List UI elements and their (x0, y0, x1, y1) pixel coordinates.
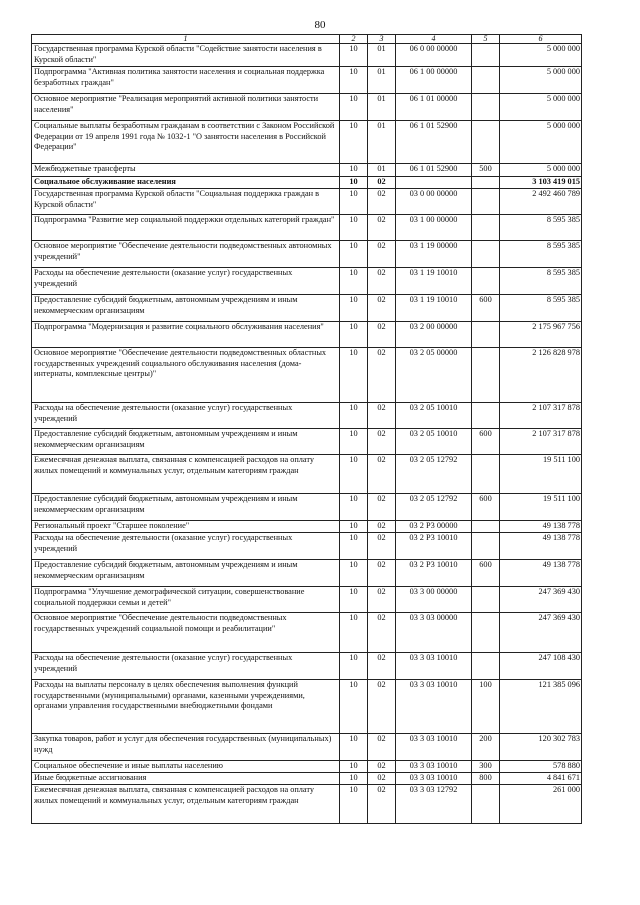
target-article-code-cell: 03 2 05 12792 (396, 494, 472, 521)
expense-type-code-cell: 600 (472, 295, 500, 322)
target-article-code-cell: 03 2 05 10010 (396, 429, 472, 455)
item-name-cell: Подпрограмма "Улучшение демографической ситуации, совершенствование социальной поддержки семьи и детей" (32, 587, 340, 613)
item-name-cell: Социальные выплаты безработным гражданам в соответствии с Законом Российской Федерации от 19 апреля 1991 года № 1032-1 "О занятости населения в Российской Федерации" (32, 121, 340, 164)
amount-cell: 19 511 100 (500, 494, 582, 521)
table-row (32, 241, 582, 268)
expense-type-code-cell (472, 177, 500, 189)
subsection-code-cell: 02 (368, 785, 396, 824)
item-name-cell: Государственная программа Курской области "Социальная поддержка граждан в Курской области" (32, 189, 340, 215)
table-row (32, 94, 582, 121)
table-row (32, 67, 582, 94)
target-article-code-cell: 03 3 03 10010 (396, 734, 472, 761)
expense-type-code-cell (472, 455, 500, 494)
table-row (32, 761, 582, 773)
table-row (32, 322, 582, 348)
item-name-cell: Подпрограмма "Развитие мер социальной поддержки отдельных категорий граждан" (32, 215, 340, 241)
item-name-cell: Социальное обслуживание населения (32, 177, 340, 189)
subsection-code-cell: 02 (368, 494, 396, 521)
section-code-cell: 10 (340, 521, 368, 533)
table-row (32, 348, 582, 403)
table-row (32, 429, 582, 455)
table-row (32, 121, 582, 164)
budget-table (31, 34, 582, 824)
amount-cell: 49 138 778 (500, 560, 582, 587)
target-article-code-cell: 06 0 00 00000 (396, 44, 472, 67)
amount-cell: 2 492 460 789 (500, 189, 582, 215)
table-row (32, 734, 582, 761)
expense-type-code-cell (472, 67, 500, 94)
expense-type-code-cell (472, 189, 500, 215)
table-row (32, 215, 582, 241)
section-code-cell: 10 (340, 533, 368, 560)
expense-type-code-cell (472, 241, 500, 268)
subsection-code-cell: 02 (368, 189, 396, 215)
subsection-code-cell: 02 (368, 613, 396, 653)
expense-type-code-cell: 600 (472, 494, 500, 521)
item-name-cell: Расходы на выплаты персоналу в целях обеспечения выполнения функций государственными (муниципальными) органами, казенными учреждениями, органами управления государственными внебюджетными фондами (32, 680, 340, 734)
amount-cell: 247 108 430 (500, 653, 582, 680)
table-row (32, 653, 582, 680)
subsection-code-cell: 01 (368, 121, 396, 164)
table-row (32, 560, 582, 587)
item-name-cell: Основное мероприятие "Обеспечение деятельности подведомственных областных государственных учреждений социального обслуживания населения (дома-интернаты, комплексные центры)" (32, 348, 340, 403)
item-name-cell: Социальное обеспечение и иные выплаты населению (32, 761, 340, 773)
expense-type-code-cell (472, 348, 500, 403)
subsection-code-cell: 02 (368, 215, 396, 241)
expense-type-code-cell (472, 121, 500, 164)
table-row (32, 613, 582, 653)
section-code-cell: 10 (340, 403, 368, 429)
amount-cell: 8 595 385 (500, 215, 582, 241)
table-row (32, 455, 582, 494)
expense-type-code-cell (472, 403, 500, 429)
subsection-code-cell: 02 (368, 653, 396, 680)
target-article-code-cell: 03 3 03 10010 (396, 680, 472, 734)
item-name-cell: Предоставление субсидий бюджетным, автономным учреждениям и иным некоммерческим организациям (32, 295, 340, 322)
item-name-cell: Основное мероприятие "Обеспечение деятельности подведомственных автономных учреждений" (32, 241, 340, 268)
section-code-cell: 10 (340, 455, 368, 494)
expense-type-code-cell (472, 322, 500, 348)
expense-type-code-cell (472, 785, 500, 824)
target-article-code-cell: 03 1 19 00000 (396, 241, 472, 268)
expense-type-code-cell (472, 44, 500, 67)
subsection-code-cell: 02 (368, 268, 396, 295)
expense-type-code-cell: 600 (472, 429, 500, 455)
section-code-cell: 10 (340, 494, 368, 521)
target-article-code-cell: 03 1 19 10010 (396, 268, 472, 295)
table-row (32, 44, 582, 67)
target-article-code-cell: 03 1 19 10010 (396, 295, 472, 322)
section-code-cell: 10 (340, 560, 368, 587)
section-code-cell: 10 (340, 295, 368, 322)
header-col-2: 2 (340, 35, 368, 44)
item-name-cell: Расходы на обеспечение деятельности (оказание услуг) государственных учреждений (32, 533, 340, 560)
target-article-code-cell: 03 1 00 00000 (396, 215, 472, 241)
target-article-code-cell: 03 3 03 10010 (396, 761, 472, 773)
amount-cell: 19 511 100 (500, 455, 582, 494)
section-code-cell: 10 (340, 734, 368, 761)
expense-type-code-cell: 100 (472, 680, 500, 734)
item-name-cell: Ежемесячная денежная выплата, связанная с компенсацией расходов на оплату жилых помещений и коммунальных услуг, отдельным категориям граждан (32, 785, 340, 824)
table-row (32, 521, 582, 533)
target-article-code-cell: 06 1 00 00000 (396, 67, 472, 94)
target-article-code-cell: 06 1 01 52900 (396, 121, 472, 164)
section-code-cell: 10 (340, 177, 368, 189)
item-name-cell: Подпрограмма "Активная политика занятости населения и социальная поддержка безработных граждан" (32, 67, 340, 94)
amount-cell: 247 369 430 (500, 587, 582, 613)
table-row (32, 268, 582, 295)
subsection-code-cell: 02 (368, 734, 396, 761)
header-col-3: 3 (368, 35, 396, 44)
target-article-code-cell: 03 0 00 00000 (396, 189, 472, 215)
amount-cell: 5 000 000 (500, 121, 582, 164)
expense-type-code-cell: 500 (472, 164, 500, 177)
target-article-code-cell: 03 2 00 00000 (396, 322, 472, 348)
table-row (32, 189, 582, 215)
amount-cell: 4 841 671 (500, 773, 582, 785)
subsection-code-cell: 02 (368, 773, 396, 785)
expense-type-code-cell: 200 (472, 734, 500, 761)
amount-cell: 261 000 (500, 785, 582, 824)
subsection-code-cell: 02 (368, 322, 396, 348)
subsection-code-cell: 02 (368, 533, 396, 560)
subsection-code-cell: 02 (368, 455, 396, 494)
amount-cell: 5 000 000 (500, 44, 582, 67)
item-name-cell: Основное мероприятие "Обеспечение деятельности подведомственных государственных учреждений социальной помощи и реабилитации" (32, 613, 340, 653)
subsection-code-cell: 01 (368, 94, 396, 121)
section-code-cell: 10 (340, 587, 368, 613)
amount-cell: 2 175 967 756 (500, 322, 582, 348)
target-article-code-cell: 03 3 03 10010 (396, 773, 472, 785)
section-code-cell: 10 (340, 773, 368, 785)
page-number: 80 (314, 19, 326, 31)
expense-type-code-cell (472, 587, 500, 613)
amount-cell: 3 103 419 015 (500, 177, 582, 189)
target-article-code-cell: 03 3 00 00000 (396, 587, 472, 613)
item-name-cell: Расходы на обеспечение деятельности (оказание услуг) государственных учреждений (32, 268, 340, 295)
expense-type-code-cell (472, 613, 500, 653)
target-article-code-cell: 03 2 05 12792 (396, 455, 472, 494)
target-article-code-cell: 06 1 01 00000 (396, 94, 472, 121)
section-code-cell: 10 (340, 680, 368, 734)
amount-cell: 578 880 (500, 761, 582, 773)
amount-cell: 49 138 778 (500, 533, 582, 560)
subsection-code-cell: 01 (368, 44, 396, 67)
subsection-code-cell: 02 (368, 429, 396, 455)
subsection-code-cell: 02 (368, 680, 396, 734)
section-code-cell: 10 (340, 215, 368, 241)
section-code-cell: 10 (340, 785, 368, 824)
amount-cell: 2 126 828 978 (500, 348, 582, 403)
amount-cell: 2 107 317 878 (500, 429, 582, 455)
item-name-cell: Предоставление субсидий бюджетным, автономным учреждениям и иным некоммерческим организациям (32, 494, 340, 521)
amount-cell: 8 595 385 (500, 268, 582, 295)
expense-type-code-cell: 600 (472, 560, 500, 587)
table-row (32, 533, 582, 560)
section-code-cell: 10 (340, 241, 368, 268)
column-number-header-row (32, 35, 582, 44)
target-article-code-cell: 03 2 P3 00000 (396, 521, 472, 533)
expense-type-code-cell (472, 215, 500, 241)
table-row (32, 295, 582, 322)
item-name-cell: Ежемесячная денежная выплата, связанная с компенсацией расходов на оплату жилых помещений и коммунальных услуг, отдельным категориям граждан (32, 455, 340, 494)
subsection-code-cell: 02 (368, 403, 396, 429)
item-name-cell: Предоставление субсидий бюджетным, автономным учреждениям и иным некоммерческим организациям (32, 560, 340, 587)
section-code-cell: 10 (340, 322, 368, 348)
table-row (32, 680, 582, 734)
section-code-cell: 10 (340, 44, 368, 67)
item-name-cell: Государственная программа Курской области "Содействие занятости населения в Курской области" (32, 44, 340, 67)
expense-type-code-cell (472, 521, 500, 533)
table-row (32, 403, 582, 429)
header-col-1: 1 (32, 35, 340, 44)
section-code-cell: 10 (340, 67, 368, 94)
target-article-code-cell: 03 2 P3 10010 (396, 560, 472, 587)
header-col-6: 6 (500, 35, 582, 44)
section-code-cell: 10 (340, 613, 368, 653)
expense-type-code-cell: 800 (472, 773, 500, 785)
subsection-code-cell: 02 (368, 348, 396, 403)
expense-type-code-cell (472, 653, 500, 680)
item-name-cell: Расходы на обеспечение деятельности (оказание услуг) государственных учреждений (32, 653, 340, 680)
table-row (32, 773, 582, 785)
expense-type-code-cell (472, 94, 500, 121)
item-name-cell: Предоставление субсидий бюджетным, автономным учреждениям и иным некоммерческим организациям (32, 429, 340, 455)
header-col-5: 5 (472, 35, 500, 44)
section-code-cell: 10 (340, 121, 368, 164)
section-code-cell: 10 (340, 653, 368, 680)
item-name-cell: Основное мероприятие "Реализация мероприятий активной политики занятости населения" (32, 94, 340, 121)
subsection-code-cell: 02 (368, 587, 396, 613)
target-article-code-cell: 03 3 03 00000 (396, 613, 472, 653)
table-row (32, 177, 582, 189)
subsection-code-cell: 02 (368, 295, 396, 322)
expense-type-code-cell: 300 (472, 761, 500, 773)
item-name-cell: Подпрограмма "Модернизация и развитие социального обслуживания населения" (32, 322, 340, 348)
target-article-code-cell: 03 2 P3 10010 (396, 533, 472, 560)
amount-cell: 120 302 783 (500, 734, 582, 761)
section-code-cell: 10 (340, 761, 368, 773)
subsection-code-cell: 02 (368, 521, 396, 533)
section-code-cell: 10 (340, 189, 368, 215)
item-name-cell: Региональный проект "Старшее поколение" (32, 521, 340, 533)
expense-type-code-cell (472, 533, 500, 560)
expense-type-code-cell (472, 268, 500, 295)
item-name-cell: Закупка товаров, работ и услуг для обеспечения государственных (муниципальных) нужд (32, 734, 340, 761)
subsection-code-cell: 01 (368, 164, 396, 177)
header-col-4: 4 (396, 35, 472, 44)
section-code-cell: 10 (340, 429, 368, 455)
item-name-cell: Межбюджетные трансферты (32, 164, 340, 177)
amount-cell: 121 385 096 (500, 680, 582, 734)
section-code-cell: 10 (340, 348, 368, 403)
target-article-code-cell (396, 177, 472, 189)
amount-cell: 5 000 000 (500, 164, 582, 177)
subsection-code-cell: 02 (368, 761, 396, 773)
target-article-code-cell: 03 3 03 10010 (396, 653, 472, 680)
item-name-cell: Иные бюджетные ассигнования (32, 773, 340, 785)
amount-cell: 247 369 430 (500, 613, 582, 653)
section-code-cell: 10 (340, 164, 368, 177)
amount-cell: 5 000 000 (500, 94, 582, 121)
table-row (32, 164, 582, 177)
target-article-code-cell: 03 3 03 12792 (396, 785, 472, 824)
amount-cell: 2 107 317 878 (500, 403, 582, 429)
target-article-code-cell: 03 2 05 10010 (396, 403, 472, 429)
amount-cell: 8 595 385 (500, 241, 582, 268)
table-row (32, 494, 582, 521)
subsection-code-cell: 01 (368, 67, 396, 94)
target-article-code-cell: 03 2 05 00000 (396, 348, 472, 403)
target-article-code-cell: 06 1 01 52900 (396, 164, 472, 177)
amount-cell: 49 138 778 (500, 521, 582, 533)
amount-cell: 8 595 385 (500, 295, 582, 322)
item-name-cell: Расходы на обеспечение деятельности (оказание услуг) государственных учреждений (32, 403, 340, 429)
section-code-cell: 10 (340, 94, 368, 121)
amount-cell: 5 000 000 (500, 67, 582, 94)
subsection-code-cell: 02 (368, 560, 396, 587)
table-row (32, 785, 582, 824)
section-code-cell: 10 (340, 268, 368, 295)
subsection-code-cell: 02 (368, 241, 396, 268)
subsection-code-cell: 02 (368, 177, 396, 189)
table-row (32, 587, 582, 613)
